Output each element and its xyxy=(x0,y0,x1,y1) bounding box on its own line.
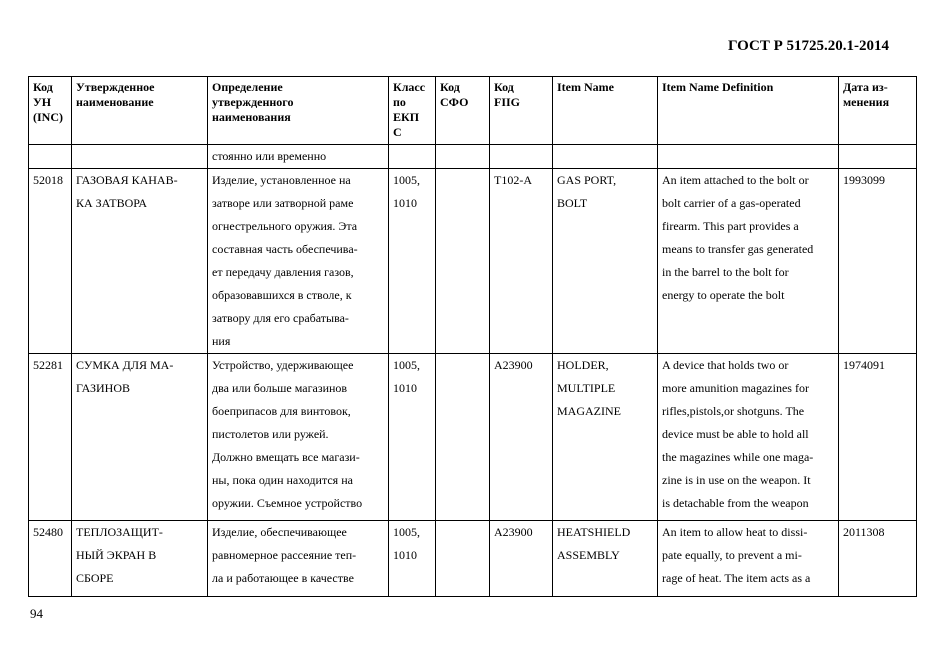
item-name: HEATSHIELD ASSEMBLY xyxy=(553,521,658,597)
header-sfo-code: Код СФО xyxy=(436,77,490,145)
name-definition: Устройство, удерживающее два или больше магазинов боеприпасов для винтовок, пистолетов или ружей. Должно вмещать все магази- ны, пока один находится на оружии. Съемное устройство xyxy=(208,354,389,521)
class-code: 1005, 1010 xyxy=(389,169,436,354)
fiig-code: A23900 xyxy=(490,521,553,597)
name-definition: Изделие, установленное на затворе или затворной раме огнестрельного оружия. Эта составная часть обеспечива- ет передачу давления газов, образовавшихся в стволе, к затвору для его срабатыва- ния xyxy=(208,169,389,354)
fiig-code: A23900 xyxy=(490,354,553,521)
header-row xyxy=(29,77,917,145)
inc-code: 52281 xyxy=(29,354,72,521)
inc-code: 52018 xyxy=(29,169,72,354)
approved-name: ГАЗОВАЯ КАНАВ- КА ЗАТВОРА xyxy=(72,169,208,354)
fiig-code: T102-A xyxy=(490,169,553,354)
inc-code: 52480 xyxy=(29,521,72,597)
change-date: 1993099 xyxy=(839,169,917,354)
header-item-definition: Item Name Definition xyxy=(658,77,839,145)
approved-name: ТЕПЛОЗАЩИТ- НЫЙ ЭКРАН В СБОРЕ xyxy=(72,521,208,597)
header-class: Класс по ЕКП С xyxy=(389,77,436,145)
continuation-row xyxy=(29,145,917,169)
standard-code: ГОСТ Р 51725.20.1-2014 xyxy=(727,38,889,54)
approved-name: СУМКА ДЛЯ МА- ГАЗИНОВ xyxy=(72,354,208,521)
header-change-date: Дата из- менения xyxy=(839,77,917,145)
header-item-name: Item Name xyxy=(553,77,658,145)
header-fiig-code: Код FIIG xyxy=(490,77,553,145)
name-definition: Изделие, обеспечивающее равномерное рассеяние теп- ла и работающее в качестве xyxy=(208,521,389,597)
change-date: 1974091 xyxy=(839,354,917,521)
sfo-code xyxy=(436,169,490,354)
change-date: 2011308 xyxy=(839,521,917,597)
item-definition: An item attached to the bolt or bolt carrier of a gas-operated firearm. This part provides a means to transfer gas generated in the barrel to the bolt for energy to operate the bolt xyxy=(658,169,839,354)
class-code: 1005, 1010 xyxy=(389,521,436,597)
table-row xyxy=(29,354,917,521)
header-name-definition: Определение утвержденного наименования xyxy=(208,77,389,145)
table-row xyxy=(29,521,917,597)
catalog-table xyxy=(28,76,917,597)
item-name: HOLDER, MULTIPLE MAGAZINE xyxy=(553,354,658,521)
item-definition: An item to allow heat to dissi- pate equally, to prevent a mi- rage of heat. The item acts as a xyxy=(658,521,839,597)
item-definition: A device that holds two or more amunition magazines for rifles,pistols,or shotguns. The device must be able to hold all the magazines while one maga- zine is in use on the weapon. It is detachable from the weapon xyxy=(658,354,839,521)
continuation-definition: стоянно или временно xyxy=(208,145,389,169)
header-inc-code: Код УН (INC) xyxy=(29,77,72,145)
sfo-code xyxy=(436,354,490,521)
table-row xyxy=(29,169,917,354)
class-code: 1005, 1010 xyxy=(389,354,436,521)
page-number: 94 xyxy=(30,606,43,621)
item-name: GAS PORT, BOLT xyxy=(553,169,658,354)
header-approved-name: Утвержденное наименование xyxy=(72,77,208,145)
sfo-code xyxy=(436,521,490,597)
